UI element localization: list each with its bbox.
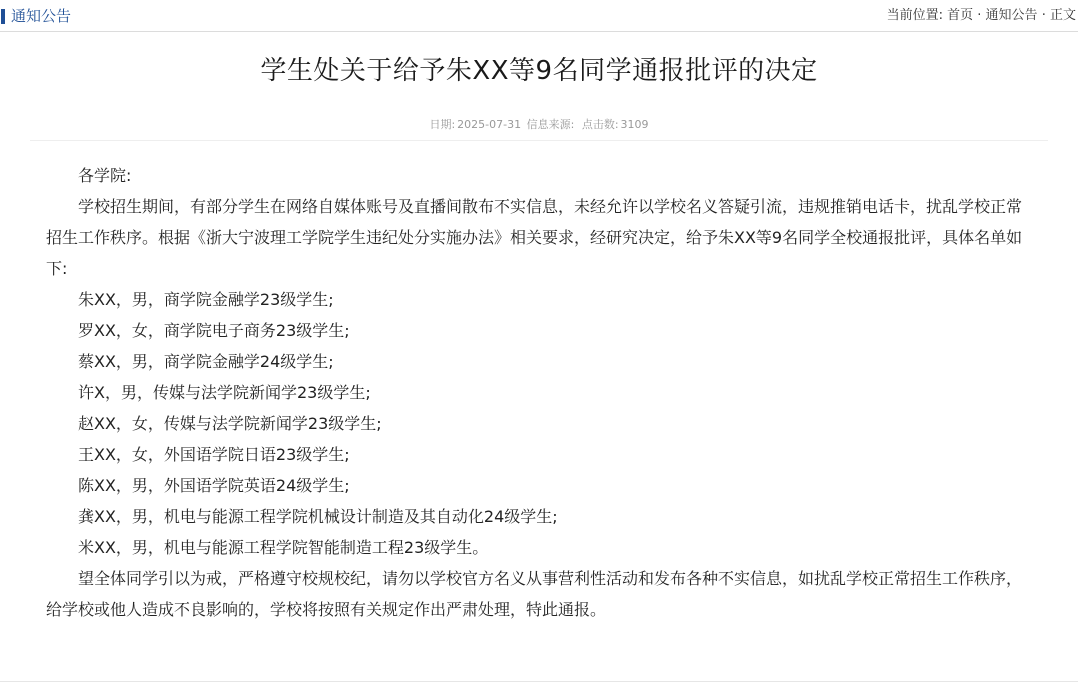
breadcrumb-separator: · xyxy=(977,8,982,23)
meta-views-label: 点击数: xyxy=(581,118,619,131)
breadcrumb-section-link[interactable]: 通知公告 xyxy=(985,8,1038,23)
student-entry: 陈XX，男，外国语学院英语24级学生; xyxy=(78,476,350,495)
student-entry: 许X，男，传媒与法学院新闻学23级学生; xyxy=(78,383,371,402)
meta-divider xyxy=(30,140,1048,141)
article-meta xyxy=(0,117,1078,133)
salutation: 各学院: xyxy=(78,166,132,185)
article-body xyxy=(46,160,1030,625)
breadcrumb-separator: · xyxy=(1041,8,1046,23)
breadcrumb xyxy=(887,7,1076,25)
meta-views: 3109 xyxy=(620,118,649,131)
section-title: 通知公告 xyxy=(11,7,72,25)
breadcrumb-home-link[interactable]: 首页 xyxy=(947,8,974,23)
meta-date-label: 日期: xyxy=(429,118,456,131)
body-paragraph: 学校招生期间，有部分学生在网络自媒体账号及直播间散布不实信息，未经允许以学校名义答疑引流，违规推销电话卡，扰乱学校正常招生工作秩序。根据《浙大宁波理工学院学生违纪处分实施办法》相关要求，经研究决定，给予朱XX等9名同学全校通报批评，具体名单如下: xyxy=(46,197,1023,278)
student-entry: 王XX，女，外国语学院日语23级学生; xyxy=(78,445,350,464)
top-bar xyxy=(0,0,1078,32)
article-title: 学生处关于给予朱XX等9名同学通报批评的决定 xyxy=(260,56,818,86)
student-entry: 龚XX，男，机电与能源工程学院机械设计制造及其自动化24级学生; xyxy=(78,507,558,526)
meta-date: 2025-07-31 xyxy=(457,118,522,131)
section-marker-bar xyxy=(1,9,5,24)
student-entry: 赵XX，女，传媒与法学院新闻学23级学生; xyxy=(78,414,382,433)
breadcrumb-label: 当前位置: xyxy=(886,8,943,23)
meta-source-label: 信息来源: xyxy=(526,118,575,131)
student-entry: 罗XX，女，商学院电子商务23级学生; xyxy=(78,321,350,340)
student-entry: 朱XX，男，商学院金融学23级学生; xyxy=(78,290,334,309)
bottom-divider xyxy=(0,681,1078,682)
student-entry: 米XX，男，机电与能源工程学院智能制造工程23级学生。 xyxy=(78,538,489,557)
closing-paragraph: 望全体同学引以为戒，严格遵守校规校纪，请勿以学校官方名义从事营利性活动和发布各种不实信息，如扰乱学校正常招生工作秩序，给学校或他人造成不良影响的，学校将按照有关规定作出严肃处理，特此通报。 xyxy=(46,569,1023,619)
breadcrumb-current: 正文 xyxy=(1049,8,1076,23)
student-entry: 蔡XX，男，商学院金融学24级学生; xyxy=(78,352,334,371)
